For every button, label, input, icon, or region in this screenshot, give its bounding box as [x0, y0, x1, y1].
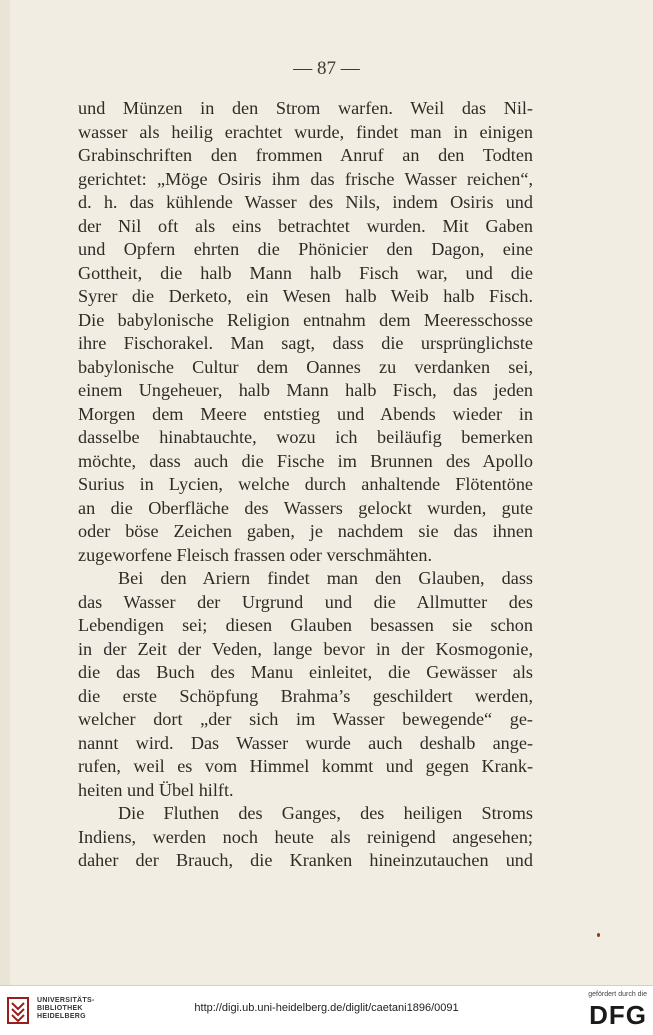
text-line: wasser als heilig erachtet wurde, findet man in einigen	[78, 121, 533, 142]
text-line: Bei den Ariern findet man den Glauben, dass	[118, 568, 533, 588]
text-line: ihre Fischorakel. Man sagt, dass die ursprünglichste	[78, 333, 533, 353]
text-line: Grabinschriften den frommen Anruf an den Todten	[78, 145, 533, 165]
text-line: dasselbe hinabtauchte, wozu ich beiläufig bemerken	[78, 427, 533, 447]
text-line: zugeworfene Fleisch frassen oder verschmähten.	[78, 544, 433, 565]
text-line: Morgen dem Meere entstieg und Abends wieder in	[78, 403, 533, 424]
text-line: Gottheit, die halb Mann halb Fisch war, und die	[78, 262, 533, 283]
text-line: Die babylonische Religion entnahm dem Meeresschosse	[78, 309, 533, 330]
text-line: oder böse Zeichen gaben, je nachdem sie das ihnen	[78, 521, 533, 541]
text-line: und Münzen in den Strom warfen. Weil das Nil-	[78, 98, 533, 118]
text-line: das Wasser der Urgrund und die Allmutter des	[78, 591, 533, 612]
text-line: die das Buch des Manu einleitet, die Gewässer als	[78, 662, 533, 682]
text-line: heiten und Übel hilft.	[78, 779, 234, 800]
footer-bar	[0, 985, 653, 1035]
text-line: babylonische Cultur dem Oannes zu verdanken sei,	[78, 356, 533, 377]
page-gutter	[0, 0, 10, 985]
permalink-url[interactable]: http://digi.ub.uni-heidelberg.de/diglit/caetani1896/0091	[194, 1002, 459, 1014]
logo-line: UNIVERSITÄTS-	[37, 997, 95, 1004]
text-line: gerichtet: „Möge Osiris ihm das frische Wasser reichen“,	[78, 168, 533, 189]
text-line: Lebendigen sei; diesen Glauben besassen sie schon	[78, 615, 533, 635]
ink-speck	[597, 933, 600, 937]
body-text	[78, 97, 533, 873]
text-line: Surius in Lycien, welche durch anhaltende Flötentöne	[78, 474, 533, 494]
text-line: nannt wird. Das Wasser wurde auch deshalb ange-	[78, 732, 533, 753]
text-line: einem Ungeheuer, halb Mann halb Fisch, das jeden	[78, 380, 533, 400]
text-line: der Nil oft als eins betrachtet wurden. Mit Gaben	[78, 215, 533, 236]
text-line: an die Oberfläche des Wassers gelockt wurden, gute	[78, 497, 533, 518]
text-line: möchte, dass auch die Fische im Brunnen des Apollo	[78, 450, 533, 471]
text-line: welcher dort „der sich im Wasser bewegende“ ge-	[78, 709, 533, 729]
text-line: Indiens, werden noch heute als reinigend angesehen;	[78, 826, 533, 847]
text-line: Die Fluthen des Ganges, des heiligen Stroms	[118, 803, 533, 823]
page-number: — 87 —	[293, 58, 360, 79]
text-line: d. h. das kühlende Wasser des Nils, indem Osiris und	[78, 192, 533, 212]
text-line: daher der Brauch, die Kranken hineinzutauchen und	[78, 850, 533, 870]
logo-line: HEIDELBERG	[37, 1013, 86, 1020]
text-line: Syrer die Derketo, ein Wesen halb Weib halb Fisch.	[78, 286, 533, 306]
text-line: in der Zeit der Veden, lange bevor in der Kosmogonie,	[78, 638, 533, 659]
text-line: und Opfern ehrten die Phönicier den Dagon, eine	[78, 239, 533, 259]
funder-label: gefördert durch die	[588, 991, 647, 998]
text-line: rufen, weil es vom Himmel kommt und gegen Krank-	[78, 756, 533, 776]
text-line: die erste Schöpfung Brahma’s geschildert werden,	[78, 685, 533, 706]
dfg-logo: DFG	[589, 1000, 647, 1030]
logo-line: BIBLIOTHEK	[37, 1005, 83, 1012]
